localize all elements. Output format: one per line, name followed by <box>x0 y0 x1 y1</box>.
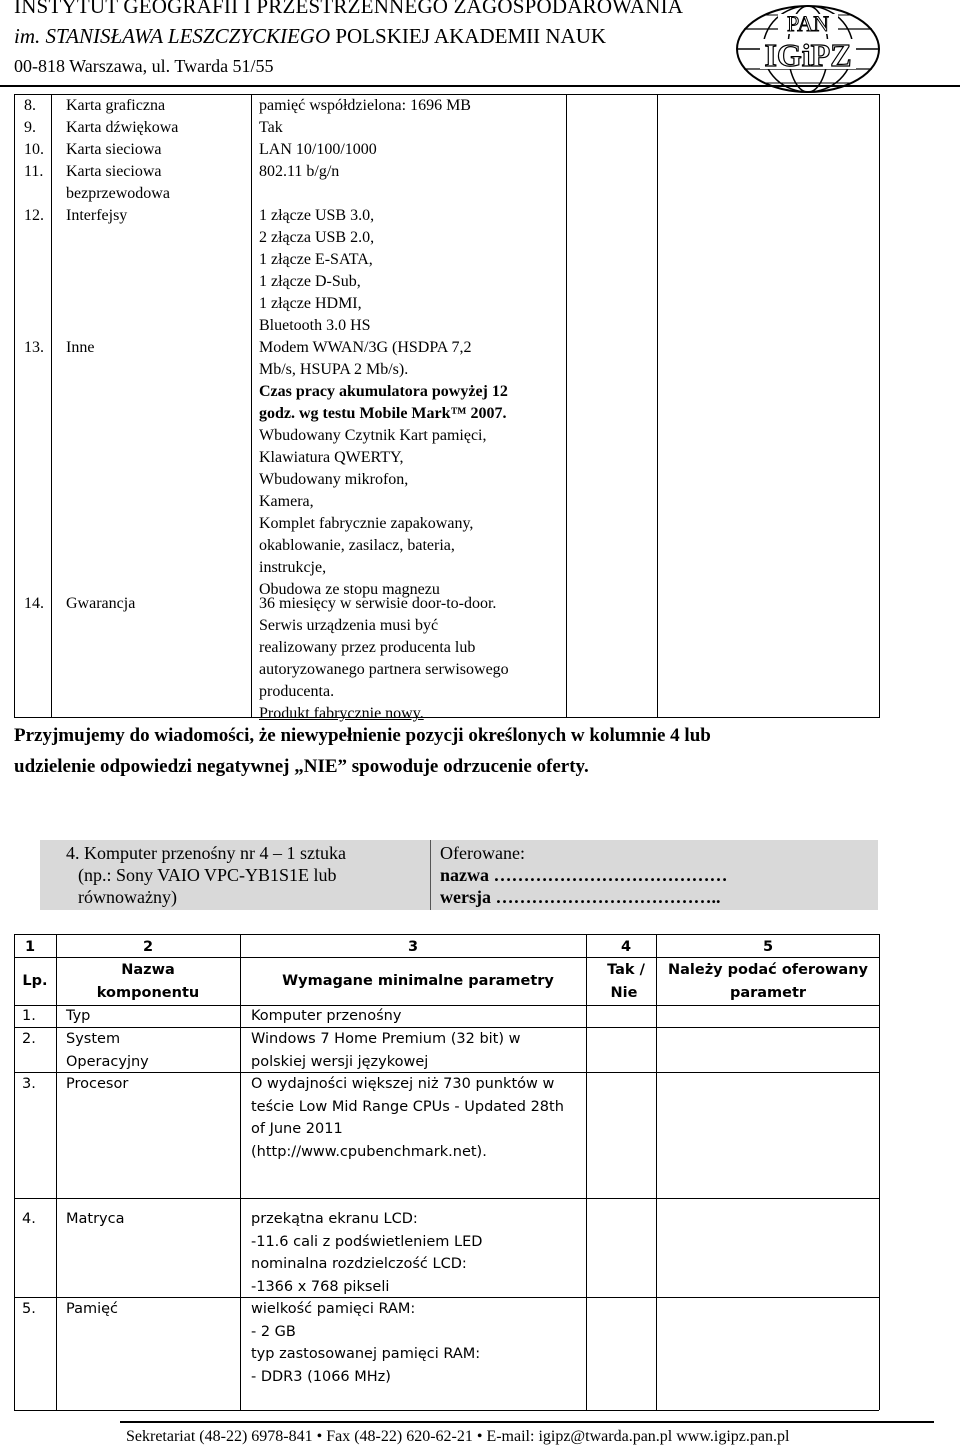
spec-row-value: 1 złącze E-SATA, <box>259 251 373 268</box>
req-row-value: przekątna ekranu LCD: <box>251 1211 418 1227</box>
header-required-params: Wymagane minimalne parametry <box>282 973 554 989</box>
patron-name: im. STANISŁAWA LESZCZYCKIEGO <box>14 24 331 48</box>
spec-row-number: 12. <box>24 207 44 224</box>
req-row-name: Operacyjny <box>66 1053 149 1070</box>
header-component-name: komponentu <box>96 985 200 1001</box>
spec-row-name: Inne <box>66 339 95 356</box>
req-row-value: - 2 GB <box>251 1323 296 1340</box>
req-row-name: Matryca <box>66 1211 125 1227</box>
table-rule <box>879 934 880 1410</box>
column-number: 4 <box>620 939 632 955</box>
offered-label: Oferowane: <box>440 843 525 863</box>
offered-block <box>440 842 728 908</box>
academy-name: POLSKIEJ AKADEMII NAUK <box>335 24 607 48</box>
table-rule <box>14 934 879 935</box>
spec-row-value: 1 złącze USB 3.0, <box>259 207 375 224</box>
column-number: 2 <box>142 939 154 955</box>
header-yes-no: Nie <box>610 985 638 1001</box>
req-row-value: (http://www.cpubenchmark.net). <box>251 1143 487 1160</box>
spec-row-name: Karta sieciowa <box>66 163 162 180</box>
institute-address: 00-818 Warszawa, ul. Twarda 51/55 <box>14 56 274 76</box>
spec-row-value: Wbudowany mikrofon, <box>259 471 409 488</box>
spec-row-value: Komplet fabrycznie zapakowany, <box>259 515 474 532</box>
spec-row-name: Karta sieciowa <box>66 141 162 158</box>
table-rule <box>586 934 587 1410</box>
spec-row-value: Bluetooth 3.0 HS <box>259 317 371 334</box>
req-row-value: nominalna rozdzielczość LCD: <box>251 1256 467 1273</box>
spec-row-value: Wbudowany Czytnik Kart pamięci, <box>259 427 487 444</box>
notice-line-1: Przyjmujemy do wiadomości, że niewypełnienie pozycji określonych w kolumnie 4 lub <box>14 725 711 746</box>
item-title-line-2: (np.: Sony VAIO VPC-YB1S1E lub <box>78 865 337 885</box>
req-row-value: polskiej wersji językowej <box>251 1053 429 1070</box>
spec-row-value: Obudowa ze stopu magnezu <box>259 581 440 598</box>
spec-row-value: 1 złącze D-Sub, <box>259 273 361 290</box>
spec-row-value: producenta. <box>259 683 335 700</box>
req-row-number: 1. <box>22 1008 36 1024</box>
req-row-value: of June 2011 <box>251 1121 343 1138</box>
institute-patron <box>14 24 606 49</box>
header-component-name: Nazwa <box>121 962 175 978</box>
req-row-name: Typ <box>66 1008 91 1024</box>
spec-row-value: Serwis urządzenia musi być <box>259 617 439 634</box>
req-row-value: wielkość pamięci RAM: <box>251 1301 416 1317</box>
logo-top-text: PAN <box>787 11 829 36</box>
spec-row-value: Tak <box>259 119 283 136</box>
spec-row-number: 14. <box>24 595 44 612</box>
logo-bottom-text: IGiPZ <box>764 37 852 73</box>
spec-row-number: 10. <box>24 141 44 158</box>
spec-row-name: Gwarancja <box>66 595 136 612</box>
spec-row-value: Czas pracy akumulatora powyżej 12 <box>259 383 508 400</box>
req-row-name: System <box>66 1031 121 1047</box>
spec-row-value: pamięć współdzielona: 1696 MB <box>259 97 471 114</box>
spec-row-value: Klawiatura QWERTY, <box>259 449 404 466</box>
spec-row-value: okablowanie, zasilacz, bateria, <box>259 537 455 554</box>
table-rule <box>14 1198 879 1199</box>
table-rule <box>240 934 241 1410</box>
spec-row-value: 36 miesięcy w serwisie door-to-door. <box>259 595 497 612</box>
header-offered-param: Należy podać oferowany <box>668 962 868 978</box>
table-rule <box>56 934 57 1410</box>
spec-row-number: 13. <box>24 339 44 356</box>
req-row-number: 3. <box>22 1076 36 1092</box>
req-row-value: -11.6 cali z podświetleniem LED <box>251 1233 483 1250</box>
item-title-line-3: równoważny) <box>78 887 177 907</box>
spec-row-name: Karta graficzna <box>66 97 166 114</box>
req-row-value: - DDR3 (1066 MHz) <box>251 1368 391 1385</box>
spec-row-value: LAN 10/100/1000 <box>259 141 377 158</box>
spec-row-value: instrukcje, <box>259 559 327 576</box>
req-row-number: 4. <box>22 1211 36 1227</box>
spec-row-name: Interfejsy <box>66 207 128 224</box>
table-rule <box>14 934 15 1410</box>
header-lp: Lp. <box>22 973 48 989</box>
column-number: 1 <box>24 939 36 955</box>
item-title <box>66 842 358 908</box>
spec-row-value: Kamera, <box>259 493 314 510</box>
req-row-name: Pamięć <box>66 1301 119 1317</box>
spec-row-value: realizowany przez producenta lub <box>259 639 476 656</box>
req-row-value: typ zastosowanej pamięci RAM: <box>251 1346 481 1363</box>
column-number: 3 <box>407 939 419 955</box>
footer-divider <box>120 1421 934 1423</box>
spec-row-name: bezprzewodowa <box>66 185 170 202</box>
offered-name-field: nazwa ………………………………… <box>440 865 728 885</box>
req-row-value: teście Low Mid Range CPUs - Updated 28th <box>251 1098 564 1115</box>
spec-row-value: Mb/s, HSUPA 2 Mb/s). <box>259 361 409 378</box>
spec-row-value: Modem WWAN/3G (HSDPA 7,2 <box>259 339 472 356</box>
spec-row-value: 1 złącze HDMI, <box>259 295 362 312</box>
req-row-name: Procesor <box>66 1076 129 1092</box>
institute-name: INSTYTUT GEOGRAFII I PRZESTRZENNEGO ZAGOSPODAROWANIA <box>14 0 684 18</box>
spec-row-number: 11. <box>24 163 44 180</box>
notice <box>14 720 711 782</box>
req-row-value: Windows 7 Home Premium (32 bit) w <box>251 1031 521 1047</box>
spec-row-value: godz. wg testu Mobile Mark™ 2007. <box>259 405 507 422</box>
table-rule <box>14 1297 879 1298</box>
offered-version-field: wersja ……………………………….. <box>440 887 721 907</box>
table-rule <box>656 934 657 1410</box>
header-offered-param: parametr <box>729 985 807 1001</box>
spec-row-name: Karta dźwiękowa <box>66 119 179 136</box>
notice-line-2: udzielenie odpowiedzi negatywnej „NIE” spowoduje odrzucenie oferty. <box>14 756 589 777</box>
item-title-line-1: 4. Komputer przenośny nr 4 – 1 sztuka <box>66 843 346 863</box>
spec-row-value: Produkt fabrycznie nowy. <box>259 705 424 722</box>
req-row-number: 2. <box>22 1031 36 1047</box>
spec-row-number: 8. <box>24 97 36 114</box>
req-row-value: -1366 x 768 pikseli <box>251 1278 390 1295</box>
spec-row-number: 9. <box>24 119 36 136</box>
spec-row-value: 802.11 b/g/n <box>259 163 340 180</box>
spec-row-value: 2 złącza USB 2.0, <box>259 229 375 246</box>
table-rule <box>14 1005 879 1006</box>
footer-contact: Sekretariat (48-22) 6978-841 • Fax (48-22) 620-62-21 • E-mail: igipz@twarda.pan.pl www.igipz.pan.pl <box>126 1428 790 1445</box>
req-row-value: O wydajności większej niż 730 punktów w <box>251 1076 555 1092</box>
item-header-divider <box>430 840 431 910</box>
column-number: 5 <box>762 939 774 955</box>
igipz-logo-icon <box>734 3 882 95</box>
table-rule <box>14 1410 879 1411</box>
req-row-number: 5. <box>22 1301 36 1317</box>
req-row-value: Komputer przenośny <box>251 1008 402 1024</box>
spec-row-value: autoryzowanego partnera serwisowego <box>259 661 509 678</box>
header-yes-no: Tak / <box>607 962 645 978</box>
